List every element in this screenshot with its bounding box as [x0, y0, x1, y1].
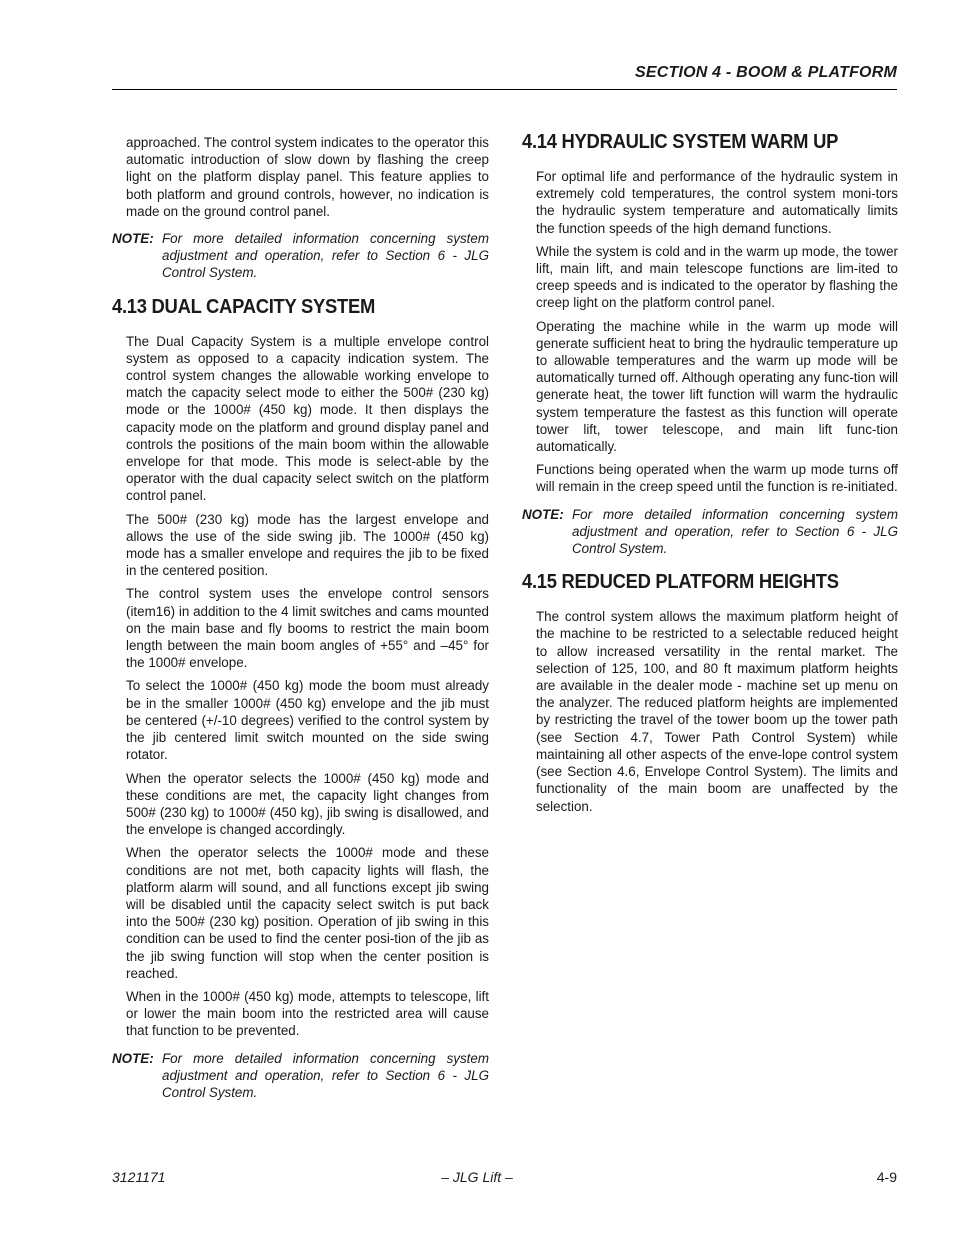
- paragraph: When the operator selects the 1000# (450 kg) mode and these conditions are met, the capacity light changes from 500# (230 kg) to 1000# (450 kg), jib swing is disallowed, and the envelope is changed accordingly.: [126, 770, 489, 838]
- section-heading-4-15: 4.15 REDUCED PLATFORM HEIGHTS: [522, 571, 839, 594]
- paragraph: Functions being operated when the warm up mode turns off will remain in the creep speed until the function is re-initiated.: [536, 462, 898, 495]
- note-text: For more detailed information concerning system adjustment and operation, refer to Section 6 - JLG Control System.: [162, 231, 489, 281]
- note-block: [112, 1050, 489, 1102]
- paragraph: The 500# (230 kg) mode has the largest envelope and allows the use of the side swing jib. The 1000# (450 kg) mode has a smaller envelope and requires the jib to be fixed in the centered position.: [126, 511, 489, 579]
- paragraph: To select the 1000# (450 kg) mode the boom must already be in the smaller 1000# (450 kg) envelope and the jib must be centered (+/-10 degrees) verified to the control system by the jib centered limit switch mounted on the side swing rotator.: [126, 678, 489, 763]
- document-number: 3121171: [112, 1169, 166, 1185]
- right-column: [522, 131, 898, 821]
- paragraph: While the system is cold and in the warm up mode, the tower lift, main lift, and main telescope functions are lim-ited to creep speeds and is indicated to the operator by flashing the creep light on the platform control panel.: [536, 243, 898, 311]
- note-text: For more detailed information concerning system adjustment and operation, refer to Section 6 - JLG Control System.: [572, 506, 898, 557]
- intro-paragraph: approached. The control system indicates to the operator this automatic introduction of slow down by flashing the creep light on the platform display panel. This feature applies to both platform and ground controls, however, no indication is made on the ground control panel.: [126, 135, 489, 219]
- paragraph: The control system allows the maximum platform height of the machine to be restricted to a selectable reduced height to allow increased versatility in the rental market. The selection of 125, 100, and 80 ft maximum platform heights are available in the dealer mode - machine set up menu on the analyzer. The reduced platform heights are implemented by restricting the travel of the tower boom up the tower path (see Section 4.7, Tower Path Control System) while maintaining all other aspects of the enve-lope control system (see Section 4.6, Envelope Control System). The limits and functionality of the main boom are unaffected by the selection.: [536, 609, 898, 814]
- section-title: SECTION 4 - BOOM & PLATFORM: [635, 64, 897, 81]
- header-divider: [112, 89, 897, 90]
- left-column: [112, 134, 489, 1111]
- note-text: For more detailed information concerning system adjustment and operation, refer to Section 6 - JLG Control System.: [162, 1050, 489, 1100]
- note-block: [112, 230, 489, 282]
- note-label: NOTE:: [112, 1050, 154, 1066]
- paragraph: When the operator selects the 1000# mode and these conditions are not met, both capacity lights will flash, the platform alarm will sound, and all functions except jib swing will be disabled until the capacity select switch is put back into the 500# (230 kg) position. Operation of jib swing in this condition can be used to find the center posi-tion of the jib as the jib swing function will stop when the center position is reached.: [126, 845, 489, 981]
- note-label: NOTE:: [112, 231, 154, 247]
- paragraph: For optimal life and performance of the hydraulic system in extremely cold temperatures, the control system moni-tors the hydraulic system temperature and automatically limits the function speeds of the high demand functions.: [536, 169, 898, 236]
- paragraph: Operating the machine while in the warm up mode will generate sufficient heat to bring the hydraulic temperature up to allowable temperatures and the warm up mode will be automatically turned off. Although operating any func-tion will generate heat, the tower lift function will warm the hydraulic system temperature the fastest as this function will operate tower lift, tower telescope, and main lift func-tion automatically.: [536, 318, 898, 455]
- section-heading-4-14: 4.14 HYDRAULIC SYSTEM WARM UP: [522, 131, 839, 153]
- page-number: 4-9: [876, 1169, 897, 1185]
- section-heading-4-13: 4.13 DUAL CAPACITY SYSTEM: [112, 295, 376, 318]
- paragraph: When in the 1000# (450 kg) mode, attempts to telescope, lift or lower the main boom into the restricted area will cause that function to be prevented.: [126, 988, 489, 1039]
- note-block: [522, 506, 898, 558]
- note-label: NOTE:: [522, 506, 564, 522]
- footer-brand: – JLG Lift –: [441, 1169, 513, 1185]
- paragraph: The control system uses the envelope control sensors (item16) in addition to the 4 limit switches and cams mounted on the main base and fly booms to restrict the main boom length between the main boom angles of +55° and –45° for the 1000# envelope.: [126, 586, 489, 671]
- paragraph: The Dual Capacity System is a multiple envelope control system as opposed to a capacity indication system. The control system changes the allowable working envelope to match the capacity select mode to either the 500# (230 kg) mode or the 1000# (450 kg) mode. It then displays the capacity mode on the platform and ground display panel and controls the positions of the main boom within the allowable envelope for that mode. This mode is select-able by the operator with the dual capacity select switch on the platform control panel.: [126, 333, 489, 504]
